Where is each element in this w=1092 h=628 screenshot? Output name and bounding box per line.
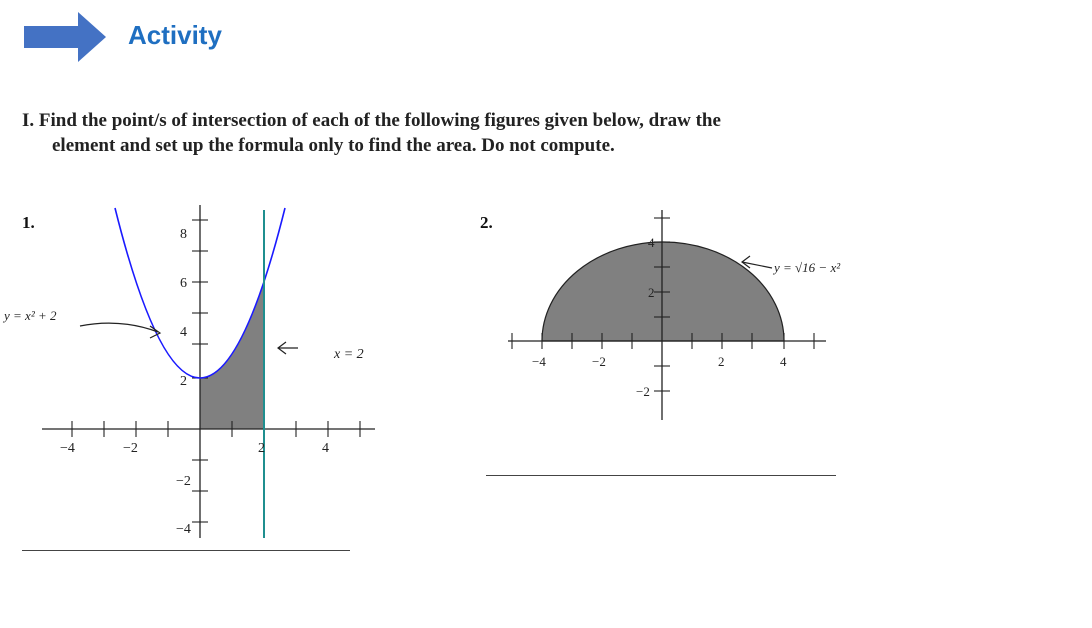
graph-semicircle (480, 200, 880, 430)
answer-line-2 (486, 475, 836, 476)
curve-label: y = x² + 2 (4, 308, 57, 323)
problem-number-2: 2. (480, 213, 493, 232)
y-tick-label: 2 (180, 374, 187, 389)
instructions-line-1: I. Find the point/s of intersection of each of the following figures given below, draw the (22, 110, 721, 131)
x-tick-label: −2 (592, 354, 606, 369)
x-tick-label: −4 (532, 354, 546, 369)
x-tick-label: −2 (123, 441, 138, 456)
x-tick-label: −4 (60, 441, 75, 456)
y-tick-label: −4 (176, 522, 191, 537)
activity-heading: Activity (128, 20, 222, 50)
instructions-line-2: element and set up the formula only to find the area. Do not compute. (52, 135, 615, 156)
curve-label: y = √16 − x² (774, 260, 841, 275)
shaded-region (200, 283, 264, 429)
line-label: x = 2 (334, 347, 364, 362)
y-tick-label: 4 (648, 235, 655, 250)
y-tick-label: 6 (180, 276, 187, 291)
x-tick-label: 4 (322, 441, 329, 456)
y-tick-label: −2 (636, 384, 650, 399)
y-tick-label: 8 (180, 227, 187, 242)
y-tick-label: −2 (176, 474, 191, 489)
x-tick-label: 4 (780, 354, 787, 369)
x-tick-label: 2 (258, 441, 265, 456)
problem-number-1: 1. (22, 213, 35, 232)
curve-label-arrow (80, 323, 158, 332)
answer-line-1 (22, 550, 350, 551)
graph-parabola (0, 0, 400, 560)
x-tick-label: 2 (718, 354, 725, 369)
y-tick-label: 4 (180, 325, 187, 340)
y-tick-label: 2 (648, 285, 655, 300)
